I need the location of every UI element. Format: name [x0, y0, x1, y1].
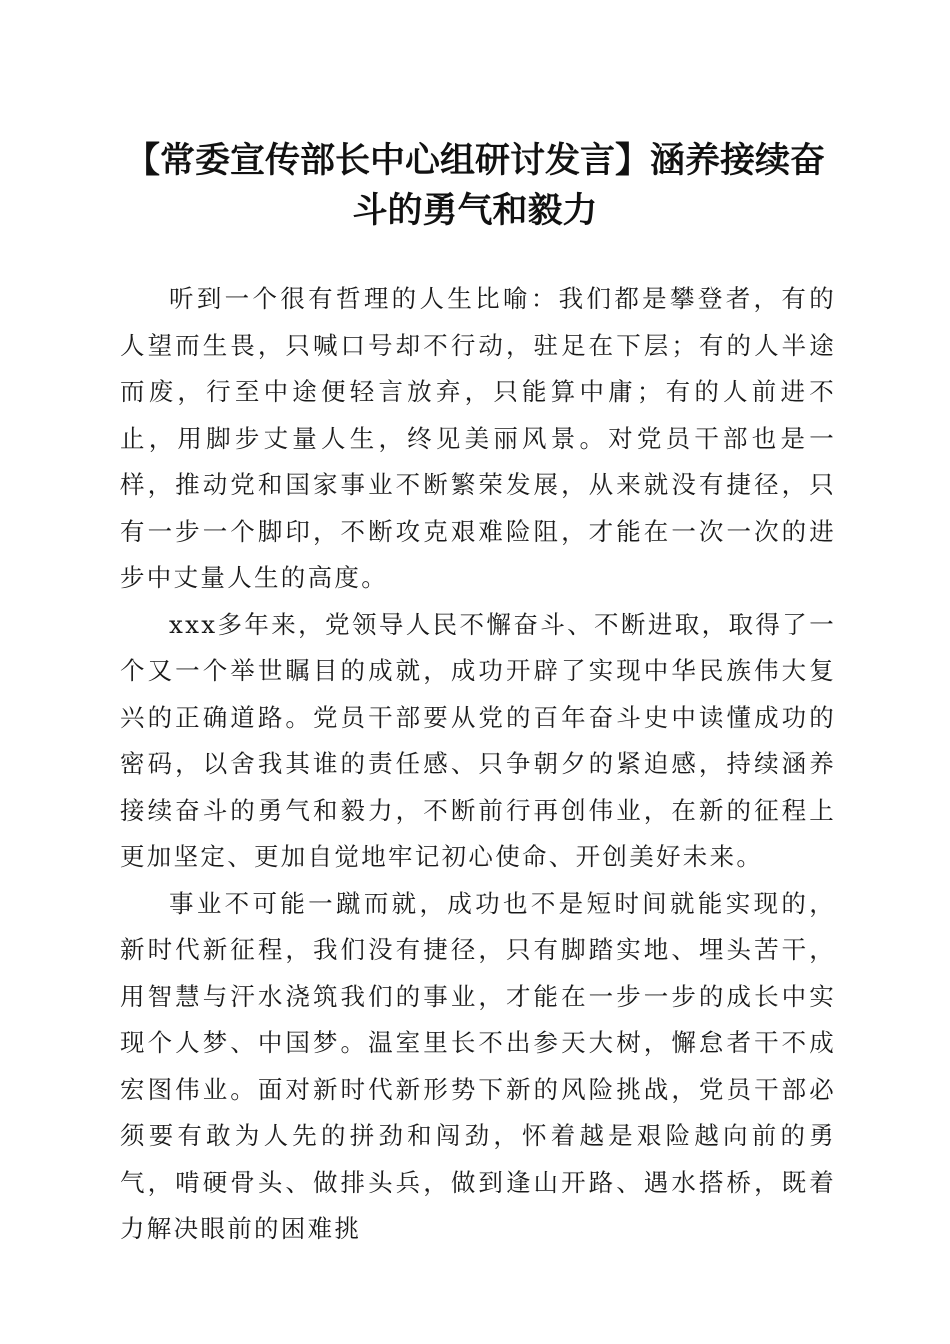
document-title: 【常委宣传部长中心组研讨发言】涵养接续奋斗的勇气和毅力 — [124, 140, 825, 231]
paragraph: 听到一个很有哲理的人生比喻：我们都是攀登者，有的人望而生畏，只喊口号却不行动，驻足在下层；有的人半途而废，行至中途便轻言放弃，只能算中庸；有的人前进不止，用脚步丈量人生，终见美丽风景。对党员干部也是一样，推动党和国家事业不断繁荣发展，从来就没有捷径，只有一步一个脚印，不断攻克艰难险阻，才能在一次一次的进步中丈量人生的高度。 — [120, 284, 836, 592]
paragraph: xxx多年来，党领导人民不懈奋斗、不断进取，取得了一个又一个举世瞩目的成就，成功开辟了实现中华民族伟大复兴的正确道路。党员干部要从党的百年奋斗史中读懂成功的密码，以舍我其谁的责任感、只争朝夕的紧迫感，持续涵养接续奋斗的勇气和毅力，不断前行再创伟业，在新的征程上更加坚定、更加自觉地牢记初心使命、开创美好未来。 — [120, 609, 836, 871]
document-body — [120, 276, 836, 1253]
paragraph: 事业不可能一蹴而就，成功也不是短时间就能实现的，新时代新征程，我们没有捷径，只有脚踏实地、埋头苦干，用智慧与汗水浇筑我们的事业，才能在一步一步的成长中实现个人梦、中国梦。温室里长不出参天大树，懈怠者干不成宏图伟业。面对新时代新形势下新的风险挑战，党员干部必须要有敢为人先的拼劲和闯劲，怀着越是艰险越向前的勇气，啃硬骨头、做排头兵，做到逢山开路、遇水搭桥，既着力解决眼前的困难挑 — [120, 888, 836, 1243]
